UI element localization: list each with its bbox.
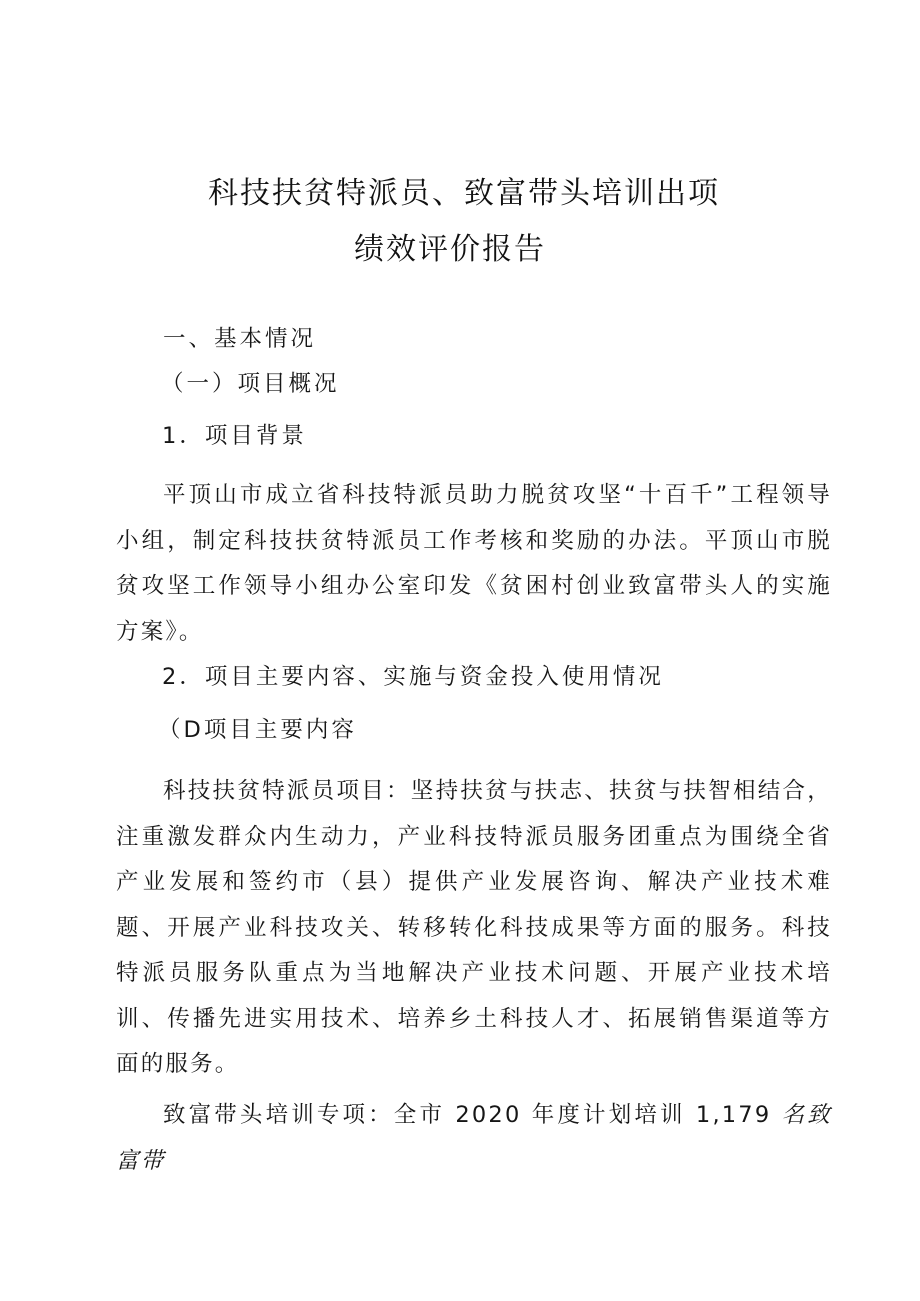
item-heading-content: 2．项目主要内容、实施与资金投入使用情况 — [162, 664, 664, 690]
background-paragraph: 平顶山市成立省科技特派员助力脱贫攻坚“十百千”工程领导小组，制定科技扶贫特派员工作考核和奖励的办法。平顶山市脱贫攻坚工作领导小组办公室印发《贫困村创业致富带头人的实施方案》。 — [116, 482, 832, 645]
item-subheading-main-content: （D项目主要内容 — [158, 717, 357, 743]
document-title-line-2: 绩效评价报告 — [354, 232, 546, 267]
training-paragraph — [116, 1093, 832, 1184]
main-content-paragraph: 科技扶贫特派员项目：坚持扶贫与扶志、扶贫与扶智相结合，注重激发群众内生动力，产业科技特派员服务团重点为围绕全省产业发展和签约市（县）提供产业发展咨询、解决产业技术难题、开展产业科技攻关、转移转化科技成果等方面的服务。科技特派员服务队重点为当地解决产业技术问题、开展产业技术培训、传播先进实用技术、培养乡土科技人才、拓展销售渠道等方面的服务。 — [116, 778, 832, 1077]
training-paragraph-text: 致富带头培训专项：全市 2020 年度计划培训 1,179 — [163, 1102, 782, 1128]
training-paragraph-italic-text: 名致富带 — [116, 1102, 832, 1174]
subsection-heading: （一）项目概况 — [161, 371, 340, 397]
section-heading: 一、基本情况 — [163, 326, 317, 352]
item-heading-background: 1．项目背景 — [162, 423, 307, 449]
document-title-line-1: 科技扶贫特派员、致富带头培训出项 — [208, 176, 720, 211]
